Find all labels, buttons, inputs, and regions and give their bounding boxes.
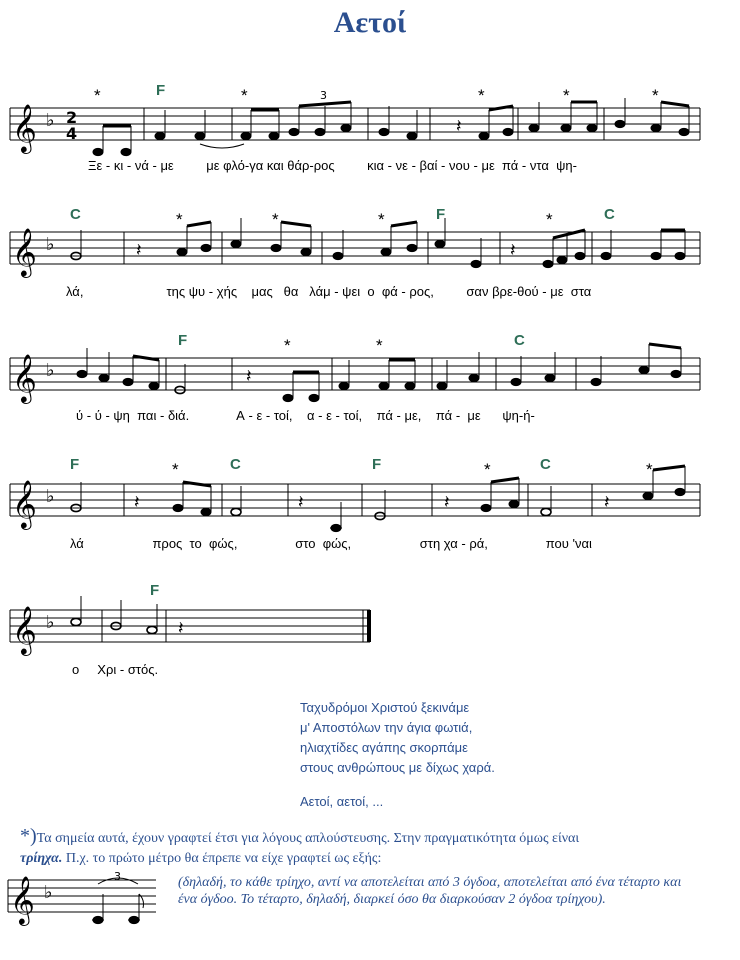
quarter-rest-icon: 𝄽	[136, 240, 142, 261]
triplet-asterisk: *	[652, 86, 659, 105]
staff-system-4	[0, 452, 740, 572]
chord-symbol: F	[150, 582, 160, 599]
final-barline	[367, 610, 371, 642]
lyrics-line-5: ο Χρι - στός.	[72, 662, 159, 677]
triplet-asterisk: *	[376, 336, 383, 355]
lyrics-line-2: λά, της ψυ - χής μας θα λάμ - ψει ο φά - ρος, σαν βρε-θού - με στα	[66, 284, 592, 299]
verse-line: ηλιαχτίδες αγάπης σκορπάμε	[300, 740, 468, 755]
triplet-asterisk: *	[94, 86, 101, 105]
staff-5	[0, 578, 740, 658]
chord-symbol: F	[156, 82, 166, 99]
triplet-asterisk: *	[378, 210, 385, 229]
treble-clef-icon: 𝄞	[12, 103, 37, 152]
footnote-text-1: Τα σημεία αυτά, έχουν γραφτεί έτσι για λόγους απλούστευσης. Στην πραγματικότητα όμως είναι	[36, 831, 580, 846]
quarter-rest-icon: 𝄽	[298, 492, 304, 513]
staff-system-2	[0, 206, 740, 326]
chord-symbol: C	[230, 456, 241, 473]
quarter-rest-icon: 𝄽	[246, 366, 252, 387]
staff-2	[0, 206, 740, 286]
verse-block	[300, 698, 495, 812]
flat-key-icon: ♭	[46, 234, 55, 255]
triplet-number: 3	[320, 89, 327, 102]
time-sig-bottom: 4	[66, 124, 78, 143]
footnote	[20, 826, 720, 869]
triplet-number: 3	[114, 870, 121, 883]
triplet-asterisk: *	[176, 210, 183, 229]
quarter-rest-icon: 𝄽	[510, 240, 516, 261]
footnote-emphasis: τρίηχα.	[20, 851, 63, 866]
treble-clef-icon: 𝄞	[12, 479, 37, 528]
flat-key-icon: ♭	[46, 612, 55, 633]
verse-line: Ταχυδρόμοι Χριστού ξεκινάμε	[300, 700, 470, 715]
treble-clef-icon: 𝄞	[12, 353, 37, 402]
footnote-explanation: (δηλαδή, το κάθε τρίηχο, αντί να αποτελείται από 3 όγδοα, αποτελείται από ένα τέταρτο και ένα όγδοο. Το τέταρτο, δηλαδή, διαρκεί όσο θα διαρκούσαν 2 όγδοα τρίηχου).	[178, 875, 682, 907]
treble-clef-icon: 𝄞	[12, 605, 37, 654]
triplet-asterisk: *	[172, 460, 179, 479]
triplet-asterisk: *	[546, 210, 553, 229]
staff-system-5	[0, 578, 740, 698]
footnote-asterisk: *)	[20, 825, 37, 847]
staff-1	[0, 88, 740, 168]
lyrics-line-1: Ξε - κι - νά - με με φλό-γα και θάρ-ρος κια - νε - βαί - νου - με πά - ντα ψη-	[88, 158, 577, 173]
refrain-line: Αετοί, αετοί, ...	[300, 794, 384, 809]
flat-key-icon: ♭	[44, 882, 53, 903]
staff-3	[0, 332, 740, 412]
chord-symbol: C	[70, 206, 81, 223]
triplet-asterisk: *	[646, 460, 653, 479]
triplet-asterisk: *	[241, 86, 248, 105]
flat-key-icon: ♭	[46, 486, 55, 507]
chord-symbol: F	[70, 456, 80, 473]
triplet-asterisk: *	[478, 86, 485, 105]
lyrics-line-4: λά προς το φώς, στο φώς, στη χα - ρά, που 'ναι	[70, 536, 592, 551]
quarter-rest-icon: 𝄽	[178, 618, 184, 639]
chord-symbol: C	[540, 456, 551, 473]
song-title: Αετοί	[333, 6, 407, 39]
chord-symbol: C	[604, 206, 615, 223]
staff-system-1	[0, 82, 740, 208]
chord-symbol: C	[514, 332, 525, 349]
triplet-example-staff	[6, 866, 166, 932]
lyrics-line-3: ύ - ύ - ψη παι - διά. Α - ε - τοί, α - ε - τοί, πά - με, πά - με ψη-ή-	[76, 408, 535, 423]
quarter-rest-icon: 𝄽	[444, 492, 450, 513]
flat-key-icon: ♭	[46, 110, 55, 131]
staff-system-3	[0, 332, 740, 452]
quarter-rest-icon: 𝄽	[456, 116, 462, 137]
chord-symbol: F	[436, 206, 446, 223]
chord-symbol: F	[372, 456, 382, 473]
treble-clef-icon: 𝄞	[10, 875, 35, 924]
verse-line: μ' Αποστόλων την άγια φωτιά,	[300, 720, 473, 735]
triplet-asterisk: *	[284, 336, 291, 355]
flat-key-icon: ♭	[46, 360, 55, 381]
quarter-rest-icon: 𝄽	[134, 492, 140, 513]
treble-clef-icon: 𝄞	[12, 227, 37, 276]
chord-symbol: F	[178, 332, 188, 349]
triplet-asterisk: *	[563, 86, 570, 105]
triplet-asterisk: *	[484, 460, 491, 479]
time-sig-top: 2	[66, 108, 78, 127]
verse-line: στους ανθρώπους με δίχως χαρά.	[300, 760, 495, 775]
quarter-rest-icon: 𝄽	[604, 492, 610, 513]
footnote-text-2: Π.χ. το πρώτο μέτρο θα έπρεπε να είχε γραφτεί ως εξής:	[62, 851, 382, 866]
triplet-asterisk: *	[272, 210, 279, 229]
staff-4	[0, 452, 740, 532]
